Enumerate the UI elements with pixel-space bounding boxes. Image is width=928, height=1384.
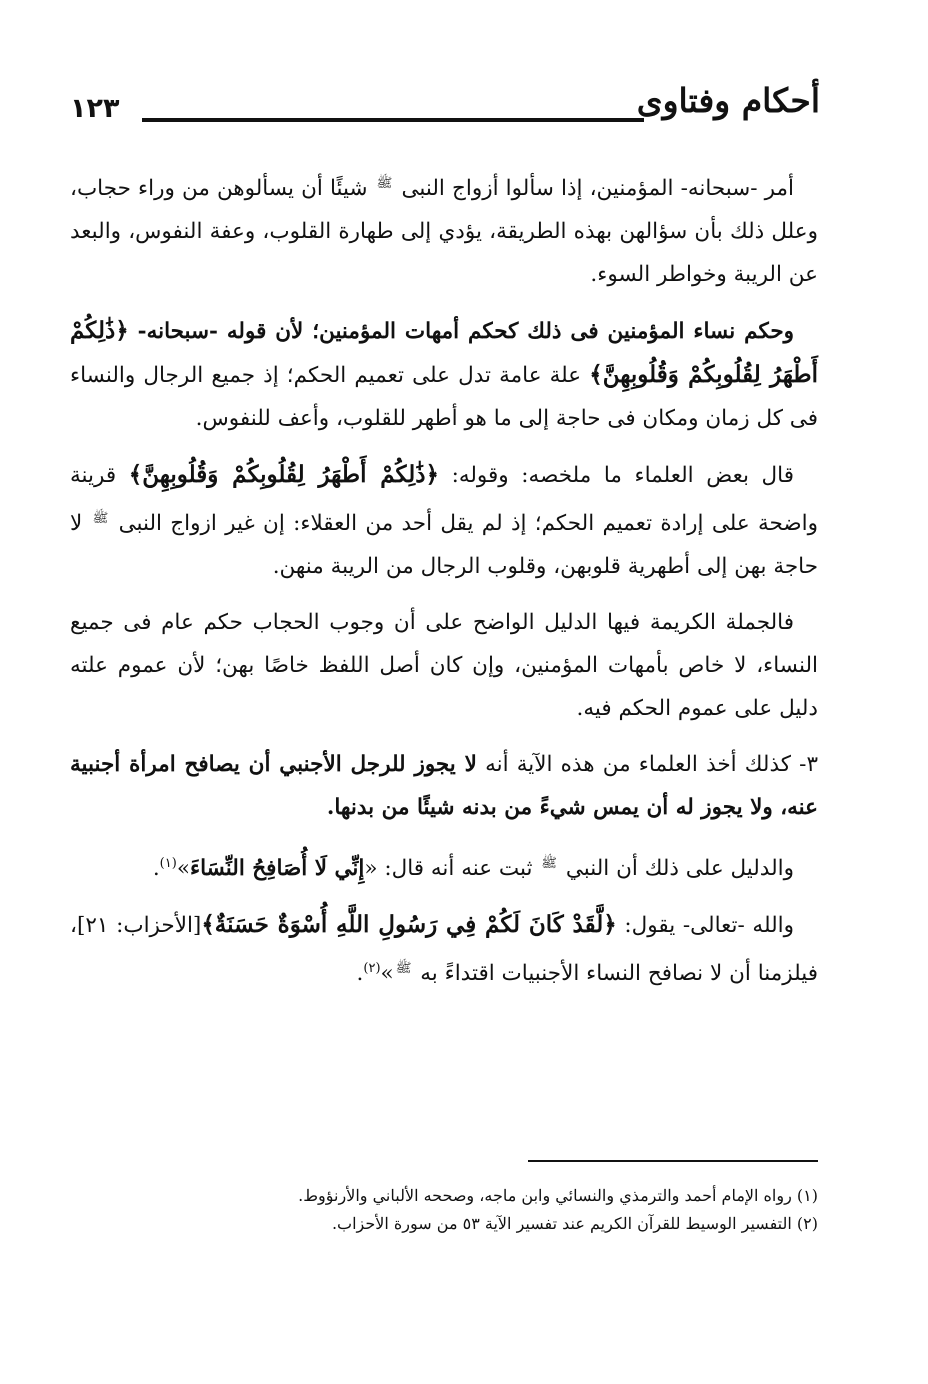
numbered-paragraph	[70, 743, 818, 829]
text-segment: والدليل على ذلك أن النبي	[559, 856, 794, 882]
text-segment: .	[152, 856, 160, 882]
header-rule	[142, 118, 644, 122]
book-title: أحكام وفتاوى	[636, 81, 820, 120]
text-segment: ٣-	[790, 752, 818, 778]
text-segment: لا حاجة بهن إلى أطهرية قلوبهن، وقلوب الرجال من الريبة منهن.	[70, 511, 818, 580]
paragraph	[70, 162, 818, 296]
text-segment: .	[356, 961, 364, 987]
hadith-quote: إِنِّي لَا أُصَافِحُ النِّسَاءَ	[189, 856, 365, 882]
paragraph	[70, 309, 818, 440]
text-segment: والله -تعالى- يقول:	[616, 913, 794, 939]
footnote: (١) رواه الإمام أحمد والترمذي والنسائي وابن ماجه، وصححه الألباني والأرنؤوط.	[298, 1186, 818, 1205]
bold-text-segment: لا يجوز للرجل الأجنبي أن يصافح امرأة أجنبية عنه، ولا يجوز له أن يمس شيءً من بدنه شيئًا من بدنها.	[70, 752, 818, 821]
paragraph	[70, 601, 818, 730]
text-segment: قرينة واضحة على إرادة تعميم الحكم؛ إذ لم يقل أحد من العقلاء: إن غير ازواج النبى	[70, 463, 818, 537]
bold-text-segment: وحكم نساء المؤمنين فى ذلك كحكم أمهات المؤمنين؛ لأن قوله -سبحانه-	[128, 319, 794, 345]
footnotes	[70, 1182, 818, 1238]
text-segment: ثبت عنه أنه قال: «	[364, 856, 540, 882]
footnote-reference: (٢)	[363, 961, 381, 977]
text-segment: [الأحزاب: ٢١]، فيلزمنا أن لا نصافح النساء الأجنبيات اقتداءً به	[70, 913, 818, 987]
footnote: (٢) التفسير الوسيط للقرآن الكريم عند تفسير الآية ٥٣ من سورة الأحزاب.	[331, 1214, 818, 1233]
salla-honorific: ﷺ	[395, 961, 412, 977]
salla-honorific: ﷺ	[376, 176, 393, 191]
paragraph	[70, 453, 818, 588]
footnote-reference: (١)	[159, 856, 177, 872]
quran-verse: ﴿لَّقَدْ كَانَ لَكُمْ فِي رَسُولِ اللَّهِ أُسْوَةٌ حَسَنَةٌ﴾	[201, 911, 617, 939]
text-segment: شيئًا أن يسألوهن من وراء حجاب، وعلل ذلك بأن سؤالهن بهذه الطريقة، يؤدي إلى طهارة القلوب، وعفة النفوس، والبعد عن الريبة وخواطر السوء.	[70, 176, 818, 288]
paragraph	[70, 903, 818, 995]
paragraph	[70, 842, 818, 890]
footnote-rule	[528, 1160, 818, 1162]
salla-honorific: ﷺ	[92, 511, 109, 527]
quran-verse: ﴿ذَٰلِكُمْ أَطْهَرُ لِقُلُوبِكُمْ وَقُلُوبِهِنَّ﴾	[128, 461, 439, 489]
text-segment: »	[176, 856, 190, 882]
running-header	[70, 78, 820, 134]
text-segment: كذلك أخذ العلماء من هذه الآية أنه	[476, 752, 791, 778]
text-segment: قال بعض العلماء ما ملخصه: وقوله:	[438, 463, 794, 489]
page-number: ١٢٣	[70, 93, 120, 124]
salla-honorific: ﷺ	[541, 856, 558, 872]
quran-verse: ﴿ذَٰلِكُمْ أَطْهَرُ لِقُلُوبِكُمْ وَقُلُوبِهِنَّ﴾	[70, 317, 818, 389]
body-text	[70, 162, 818, 1009]
text-segment: أمر -سبحانه- المؤمنين، إذا سألوا أزواج النبى	[394, 176, 795, 202]
text-segment: علة عامة تدل على تعميم الحكم؛ إذ جميع الرجال والنساء فى كل زمان ومكان فى حاجة إلى ما هو أطهر للقلوب، وأعف للنفوس.	[70, 363, 818, 432]
text-segment: فالجملة الكريمة فيها الدليل الواضح على أن وجوب الحجاب حكم عام فى جميع النساء، لا خاص بأمهات المؤمنين، وإن كان أصل اللفظ خاصًا بهن؛ لأن عموم علته دليل على عموم الحكم فيه.	[70, 610, 818, 722]
text-segment: »	[380, 961, 394, 987]
